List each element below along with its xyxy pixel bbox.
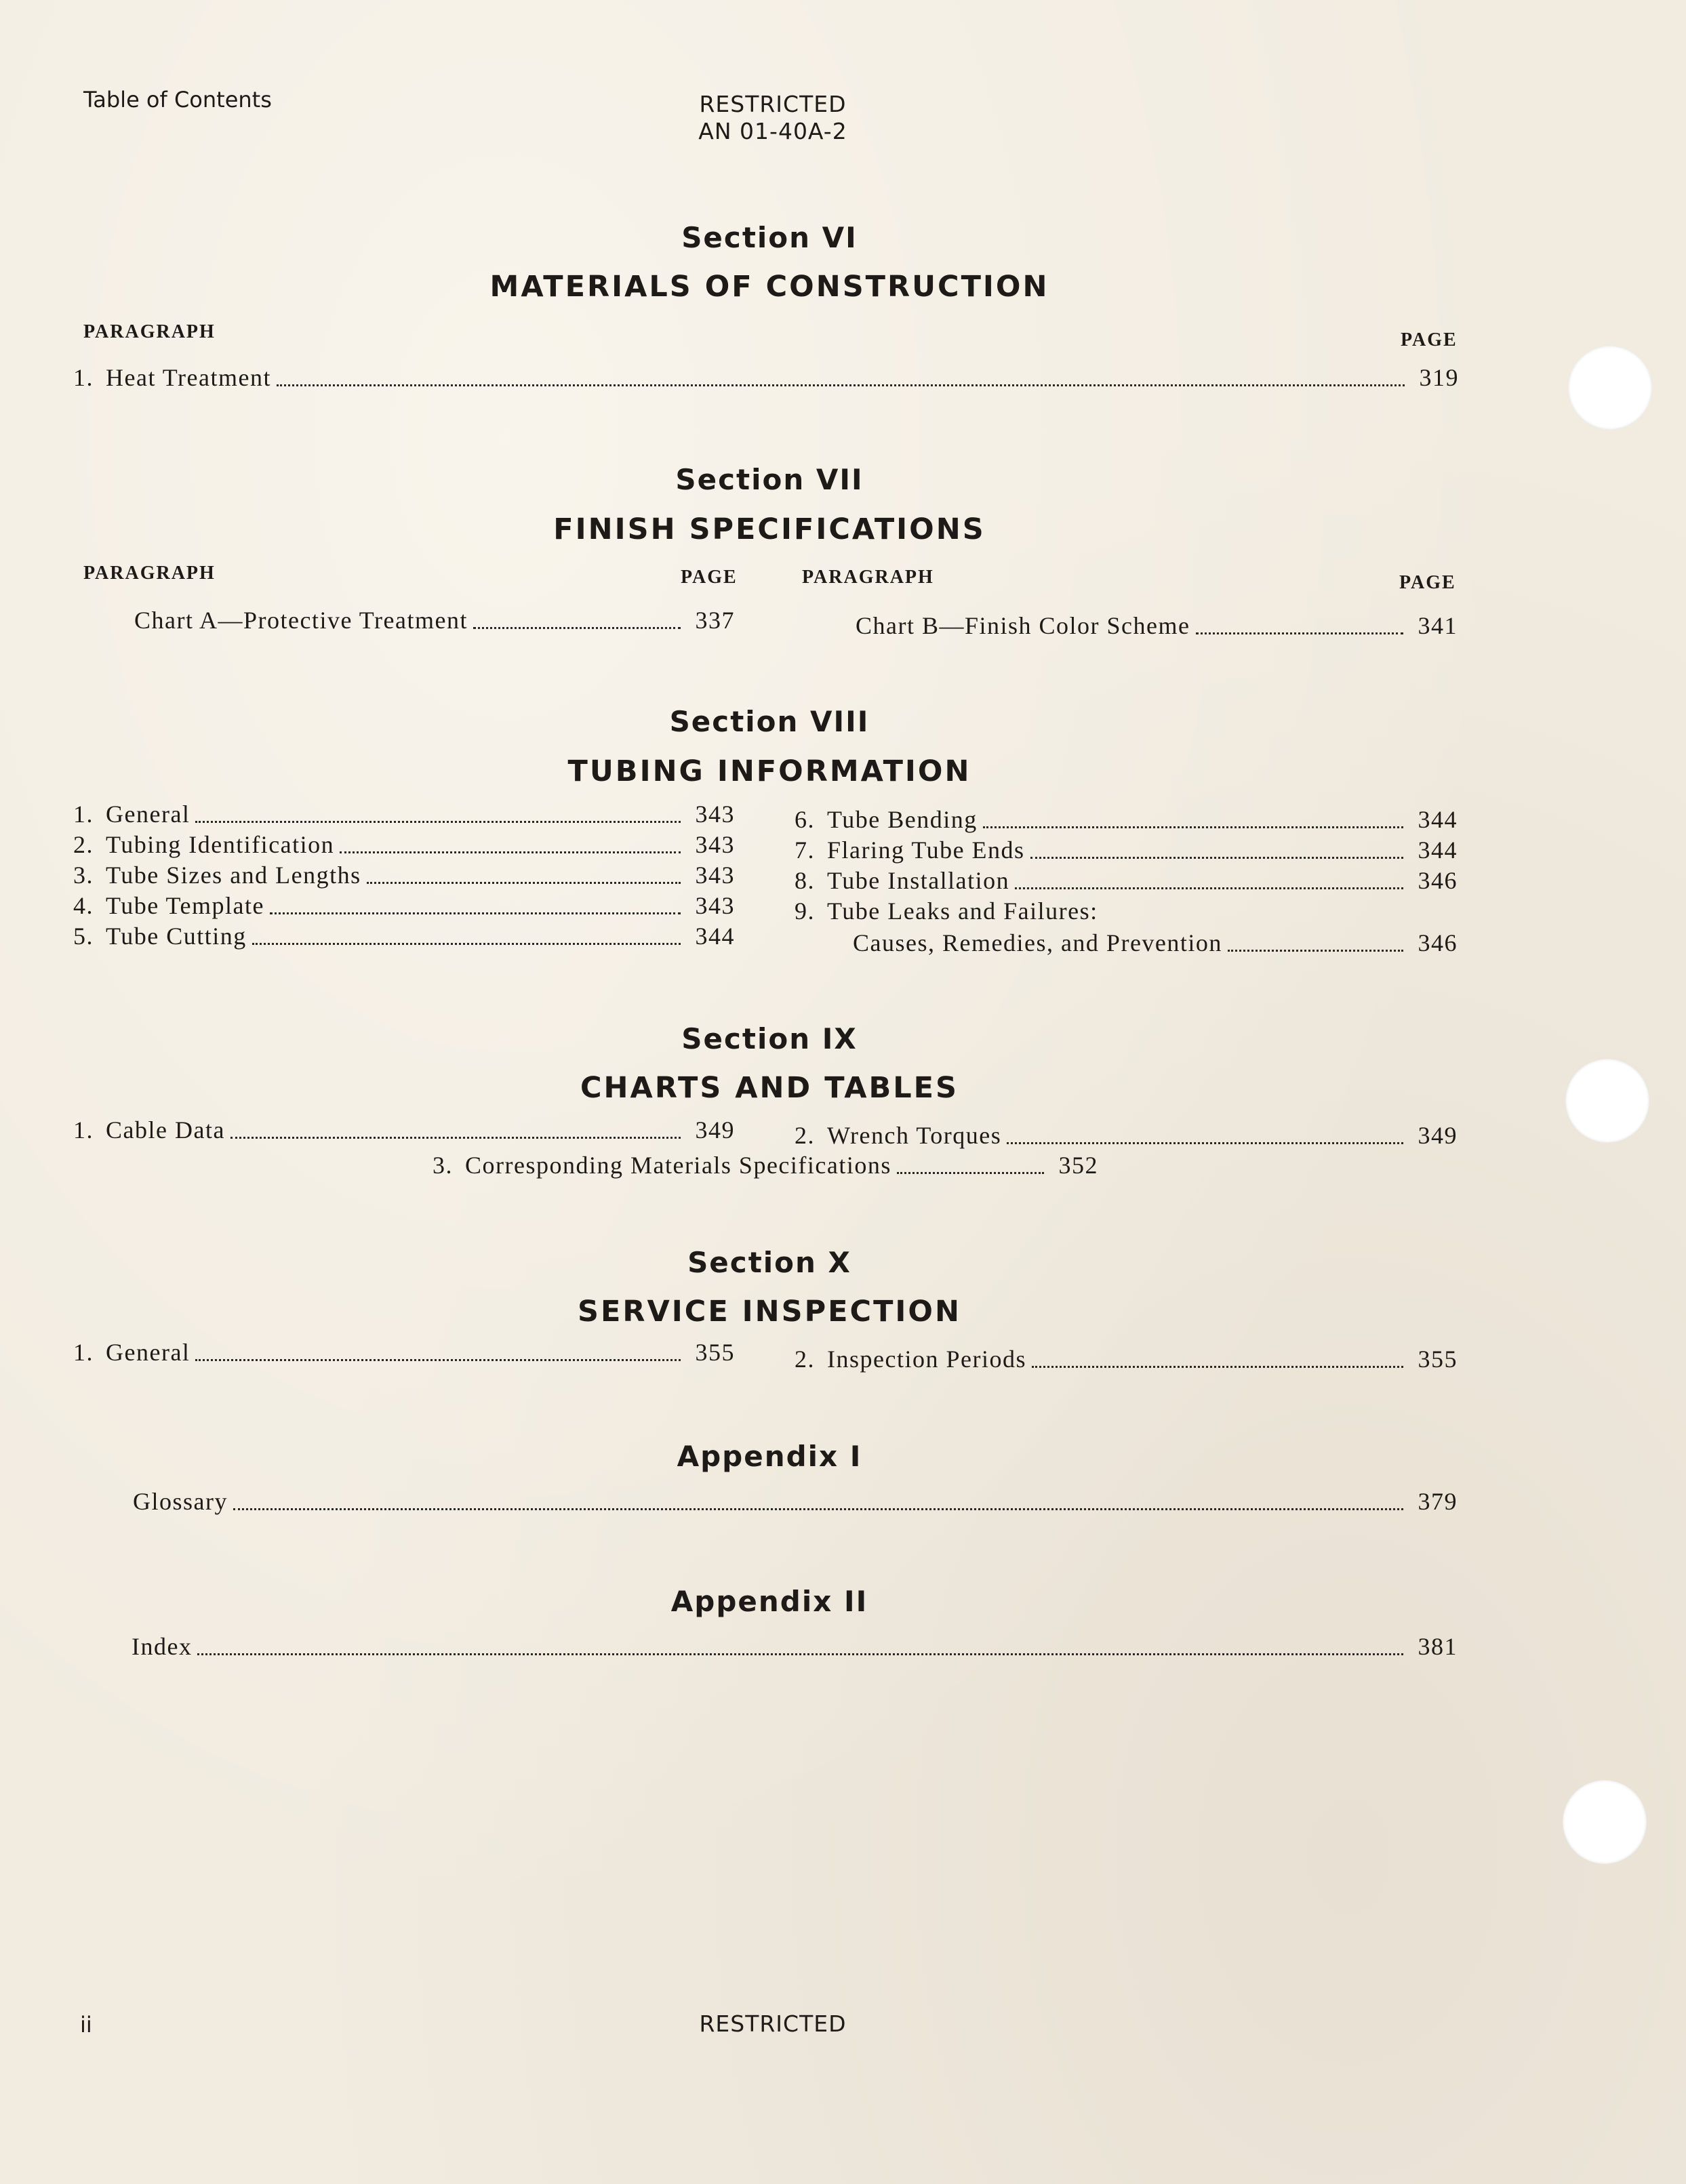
entry-label: Tube Leaks and Failures: (827, 897, 1098, 925)
toc-entry-chart-a[interactable] (134, 606, 735, 636)
entry-number: 6. (795, 806, 815, 833)
entry-label: Tube Sizes and Lengths (106, 862, 361, 889)
column-header-paragraph-left: PARAGRAPH (83, 563, 216, 584)
entry-page: 355 (695, 1339, 735, 1366)
dot-leader (1030, 857, 1403, 859)
entry-label: Heat Treatment (106, 364, 271, 391)
entry-number: 2. (795, 1346, 815, 1373)
toc-entry-general[interactable] (53, 800, 735, 830)
punch-hole-middle (1565, 1059, 1649, 1143)
dot-leader (1007, 1142, 1403, 1144)
header-document-number: AN 01-40A-2 (698, 118, 847, 144)
toc-entry-general-inspection[interactable] (53, 1338, 735, 1368)
dot-leader (197, 1653, 1403, 1655)
column-header-page-right: PAGE (1399, 572, 1456, 593)
dot-leader (340, 851, 681, 853)
entry-number: 1. (73, 1339, 94, 1366)
dot-leader (1228, 950, 1403, 952)
entry-number: 2. (73, 831, 94, 858)
column-header-page-left: PAGE (681, 567, 738, 588)
toc-entry-index[interactable] (132, 1632, 1458, 1662)
section-ix-subtitle: CHARTS AND TABLES (580, 1071, 959, 1105)
entry-page: 343 (695, 801, 735, 828)
entry-label: General (106, 1339, 190, 1366)
entry-page: 349 (695, 1116, 735, 1144)
section-vi-title: Section VI (681, 221, 858, 254)
entry-label: Tube Bending (827, 806, 978, 833)
toc-entry-chart-b[interactable] (856, 611, 1458, 641)
toc-entry-tube-sizes[interactable] (53, 861, 735, 891)
entry-page: 344 (1418, 806, 1458, 833)
dot-leader (230, 1137, 681, 1139)
entry-page: 379 (1418, 1488, 1458, 1515)
section-x-title: Section X (687, 1246, 851, 1279)
entry-page: 343 (695, 892, 735, 919)
toc-entry-tubing-identification[interactable] (53, 830, 735, 860)
punch-hole-top (1568, 346, 1652, 430)
dot-leader (1015, 887, 1403, 889)
dot-leader (277, 384, 1405, 386)
entry-number: 5. (73, 923, 94, 950)
dot-leader (367, 882, 681, 884)
toc-entry-causes-remedies[interactable] (853, 929, 1458, 958)
entry-label: Tube Cutting (106, 923, 247, 950)
entry-page: 346 (1418, 929, 1458, 956)
header-center (610, 91, 936, 145)
toc-entry-flaring-tube-ends[interactable] (774, 836, 1458, 866)
entry-number: 7. (795, 836, 815, 864)
entry-label: Cable Data (106, 1116, 225, 1144)
dot-leader (473, 627, 681, 629)
page-number: ii (80, 2012, 92, 2038)
section-x-subtitle: SERVICE INSPECTION (578, 1295, 961, 1329)
column-header-paragraph-right: PARAGRAPH (802, 567, 934, 588)
toc-entry-tube-cutting[interactable] (53, 922, 735, 952)
entry-label: Causes, Remedies, and Prevention (853, 929, 1222, 956)
entry-number: 1. (73, 364, 94, 391)
section-vi-subtitle: MATERIALS OF CONSTRUCTION (489, 270, 1049, 304)
entry-page: 319 (1419, 364, 1459, 391)
entry-page: 381 (1418, 1633, 1458, 1660)
entry-label: General (106, 801, 190, 828)
section-viii-subtitle: TUBING INFORMATION (567, 754, 971, 788)
dot-leader (270, 912, 681, 914)
entry-label: Chart B—Finish Color Scheme (856, 612, 1190, 639)
entry-label: Chart A—Protective Treatment (134, 607, 468, 634)
entry-label: Tube Template (106, 892, 264, 919)
toc-entry-inspection-periods[interactable] (774, 1345, 1458, 1375)
entry-number: 2. (795, 1122, 815, 1149)
entry-label: Tubing Identification (106, 831, 335, 858)
dot-leader (1032, 1366, 1403, 1368)
toc-entry-wrench-torques[interactable] (774, 1121, 1458, 1151)
section-vii-subtitle: FINISH SPECIFICATIONS (553, 512, 986, 546)
dot-leader (897, 1172, 1044, 1174)
toc-entry-tube-bending[interactable] (774, 805, 1458, 835)
dot-leader (233, 1508, 1403, 1510)
dot-leader (195, 821, 681, 823)
entry-label: Index (132, 1633, 193, 1660)
entry-page: 346 (1418, 867, 1458, 894)
entry-page: 341 (1418, 612, 1458, 639)
toc-entry-tube-installation[interactable] (774, 866, 1458, 896)
toc-entry-cable-data[interactable] (53, 1116, 735, 1146)
header-left-text: Table of Contents (83, 87, 272, 113)
section-ix-title: Section IX (681, 1022, 858, 1055)
entry-page: 343 (695, 862, 735, 889)
dot-leader (983, 826, 1403, 828)
column-header-page: PAGE (1401, 329, 1458, 350)
entry-number: 3. (73, 862, 94, 889)
entry-number: 1. (73, 1116, 94, 1144)
entry-page: 349 (1418, 1122, 1458, 1149)
dot-leader (1196, 632, 1404, 634)
toc-entry-tube-template[interactable] (53, 891, 735, 921)
dot-leader (195, 1359, 681, 1361)
entry-number: 3. (433, 1152, 453, 1179)
entry-page: 352 (1058, 1152, 1098, 1179)
entry-number: 1. (73, 801, 94, 828)
entry-label: Inspection Periods (827, 1346, 1026, 1373)
footer-restricted: RESTRICTED (699, 2010, 847, 2037)
entry-page: 337 (695, 607, 735, 634)
appendix-ii-title: Appendix II (670, 1585, 868, 1618)
entry-number: 9. (795, 897, 815, 925)
punch-hole-bottom (1563, 1780, 1647, 1864)
entry-number: 4. (73, 892, 94, 919)
toc-entry-glossary[interactable] (133, 1487, 1458, 1517)
section-vii-title: Section VII (675, 463, 864, 496)
appendix-i-title: Appendix I (677, 1440, 862, 1473)
entry-page: 343 (695, 831, 735, 858)
entry-label: Glossary (133, 1488, 228, 1515)
entry-page: 344 (1418, 836, 1458, 864)
entry-label: Wrench Torques (827, 1122, 1002, 1149)
entry-page: 344 (695, 923, 735, 950)
entry-page: 355 (1418, 1346, 1458, 1373)
toc-entry-corresponding-materials[interactable] (412, 1151, 1098, 1181)
section-viii-title: Section VIII (669, 705, 870, 738)
entry-label: Tube Installation (827, 867, 1010, 894)
column-header-paragraph: PARAGRAPH (83, 321, 216, 342)
toc-entry-tube-leaks[interactable] (774, 897, 1458, 927)
header-restricted: RESTRICTED (699, 91, 847, 117)
dot-leader (252, 943, 681, 945)
entry-number: 8. (795, 867, 815, 894)
toc-entry-heat-treatment[interactable] (53, 363, 1459, 393)
entry-label: Corresponding Materials Specifications (465, 1152, 891, 1179)
entry-label: Flaring Tube Ends (827, 836, 1025, 864)
